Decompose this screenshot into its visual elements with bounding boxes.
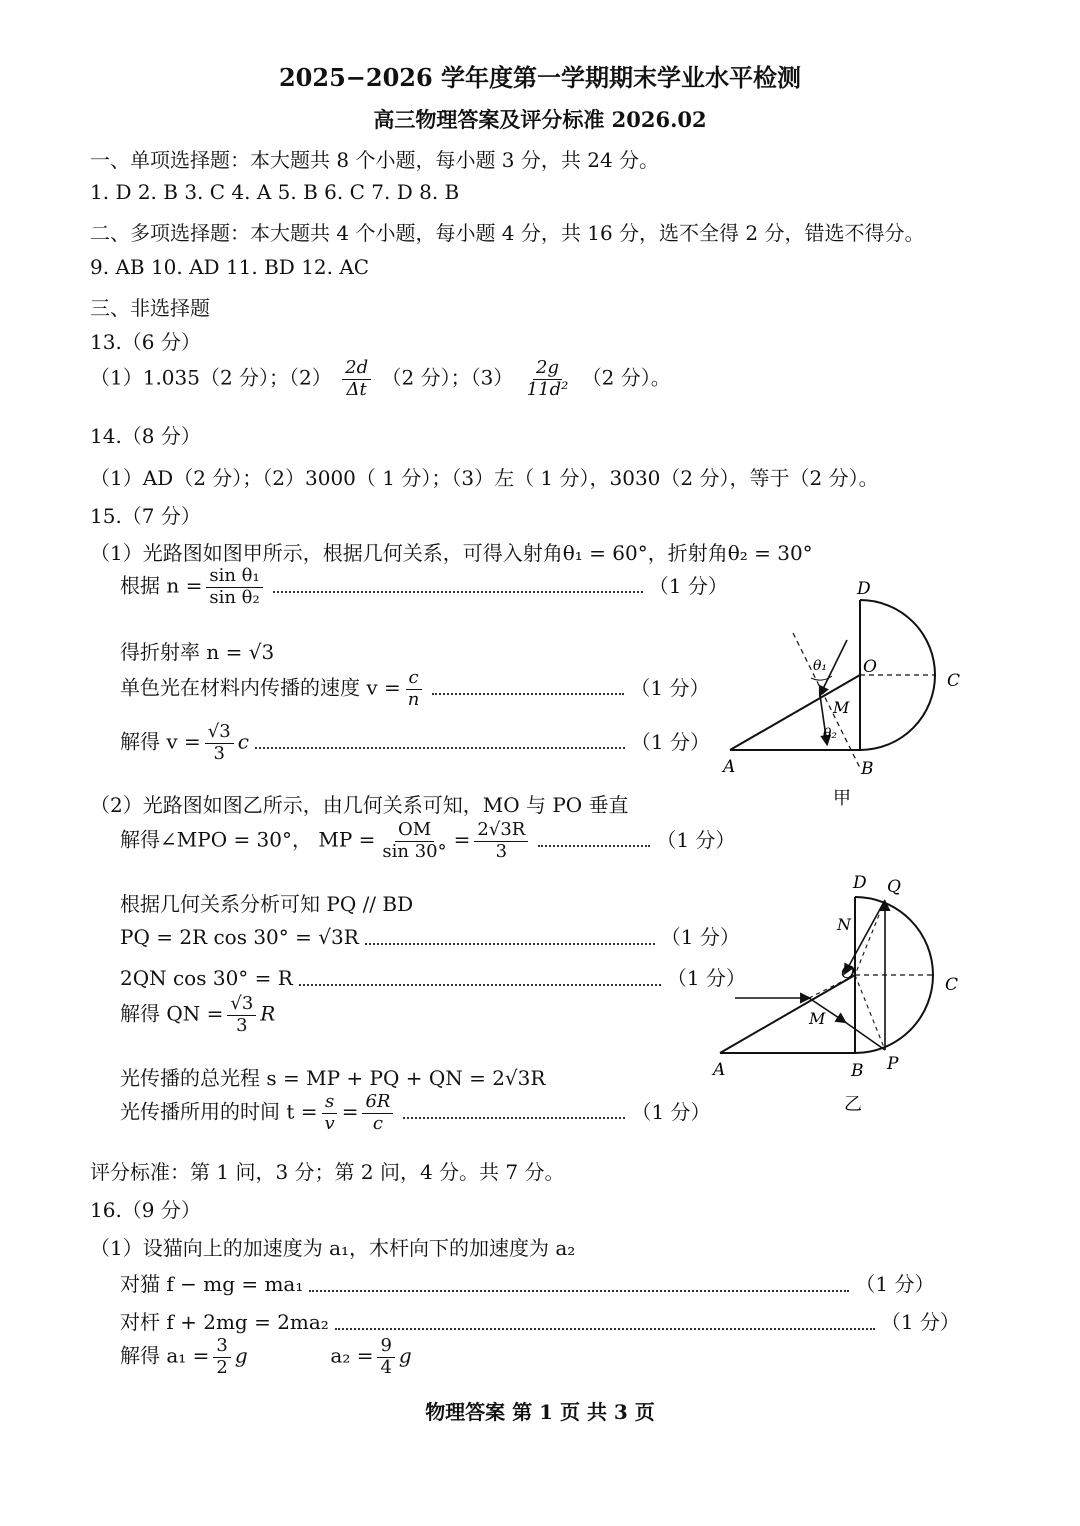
q13-text-2: （2 分）；（3） [381, 365, 514, 390]
leader-dots [273, 581, 643, 593]
q13-f2-num: 2g [533, 358, 562, 380]
score-label: （1 分） [630, 729, 710, 754]
label-q: Q [887, 877, 901, 897]
figure-jia-diagram [715, 578, 975, 810]
document-title: 2025−2026 学年度第一学期期末学业水平检测 [278, 63, 802, 92]
q16-l4b-num: 9 [377, 1336, 394, 1358]
q16-l4b-text: a₂ = [330, 1343, 374, 1368]
label-m: M [833, 698, 850, 717]
q15-l5-num: √3 [205, 722, 234, 744]
label-o: O [841, 963, 855, 983]
q15-l5-fraction [205, 722, 234, 764]
q15-l7-fraction-1 [379, 820, 449, 862]
q16-l4-num: 3 [213, 1336, 230, 1358]
q15-l7-den: sin 30° [382, 840, 447, 862]
document-subtitle: 高三物理答案及评分标准 2026.02 [373, 107, 707, 132]
leader-dots [255, 737, 625, 749]
score-label: （1 分） [631, 1099, 711, 1124]
label-o: O [863, 657, 877, 677]
figure-jia-caption: 甲 [833, 788, 851, 809]
figure-yi-diagram [705, 870, 975, 1120]
leader-dots [299, 974, 661, 986]
q15-l7-text: 解得∠MPO = 30°， MP = [120, 827, 376, 852]
q15-l13-den2: c [372, 1112, 383, 1134]
label-c: C [945, 975, 959, 995]
leader-dots [403, 1107, 625, 1119]
q15-line-1: （1）光路图如图甲所示，根据几何关系，可得入射角θ₁ = 60°，折射角θ₂ = 30° [90, 541, 813, 565]
q15-l4-num: c [406, 668, 422, 690]
label-a: A [723, 757, 736, 777]
q13-f2-den: 11d² [526, 378, 569, 400]
q15-l13-num2: 6R [362, 1092, 393, 1114]
q15-l13-den: v [324, 1112, 335, 1134]
q15-line-9 [120, 921, 740, 950]
score-label: （1 分） [630, 675, 710, 700]
q15-l13-equals: = [341, 1099, 359, 1124]
label-b: B [861, 759, 874, 779]
q16-line-4 [120, 1336, 412, 1378]
q16-l3-text: 对杆 f + 2mg = 2ma₂ [120, 1310, 329, 1334]
q13-f1-num: 2d [342, 358, 371, 380]
q15-l11-text: 解得 QN = [120, 1001, 224, 1026]
q16-l4-den: 2 [216, 1356, 228, 1378]
score-label: （1 分） [656, 827, 736, 852]
q15-l7-equals: = [453, 827, 471, 852]
score-label: （1 分） [666, 966, 746, 990]
q15-l4-den: n [407, 688, 420, 710]
q16-l4b-den: 4 [380, 1356, 392, 1378]
q15-l13-fraction-2 [362, 1092, 393, 1134]
q16-l4b-post: g [398, 1343, 412, 1368]
label-d: D [857, 579, 871, 599]
q16-l2-text: 对猫 f − mg = ma₁ [120, 1272, 304, 1296]
q16-line-3 [120, 1306, 960, 1335]
q13-text-1: （1）1.035（2 分）；（2） [90, 365, 332, 390]
leader-dots [365, 933, 655, 945]
q15-l13-text: 光传播所用的时间 t = [120, 1099, 318, 1124]
label-d: D [853, 873, 867, 893]
q15-l11-den: 3 [236, 1014, 248, 1036]
label-b: B [851, 1061, 864, 1081]
label-a: A [713, 1060, 726, 1080]
page-footer: 物理答案 第 1 页 共 3 页 [425, 1400, 655, 1424]
q13-fraction-1 [342, 358, 371, 400]
section1-heading: 一、单项选择题：本大题共 8 个小题，每小题 3 分，共 24 分。 [90, 148, 660, 172]
score-label: （1 分） [880, 1310, 960, 1334]
q15-l11-fraction [227, 994, 256, 1036]
leader-dots [538, 835, 650, 847]
q16-l4-text: 解得 a₁ = [120, 1343, 210, 1368]
q15-l10-text: 2QN cos 30° = R [120, 966, 293, 990]
q15-l7-num: OM [395, 820, 434, 842]
section2-answers: 9. AB 10. AD 11. BD 12. AC [90, 255, 370, 279]
q15-l2-fraction [206, 566, 262, 608]
score-label: （1 分） [648, 573, 728, 598]
score-label: （1 分） [855, 1272, 935, 1296]
q15-l9-text: PQ = 2R cos 30° = √3R [120, 925, 359, 949]
q15-l7-den2: 3 [495, 840, 508, 862]
q15-line-7 [120, 820, 735, 862]
q15-l2-den: sin θ₂ [209, 586, 260, 608]
q16-l4-fraction [213, 1336, 230, 1378]
leader-dots [335, 1318, 875, 1330]
label-m: M [809, 1009, 826, 1028]
q13-f1-den: Δt [346, 378, 367, 400]
q15-l4-text: 单色光在材料内传播的速度 v = [120, 675, 401, 700]
label-c: C [947, 671, 961, 691]
q15-line-12: 光传播的总光程 s = MP + PQ + QN = 2√3R [120, 1066, 546, 1090]
q15-criteria: 评分标准：第 1 问，3 分；第 2 问，4 分。共 7 分。 [90, 1160, 565, 1184]
section2-heading: 二、多项选择题：本大题共 4 个小题，每小题 4 分，共 16 分，选不全得 2 分，错选不得分。 [90, 221, 925, 245]
q15-l2-text: 根据 n = [120, 573, 203, 598]
label-n: N [837, 915, 851, 934]
q15-l13-fraction-1 [322, 1092, 338, 1134]
label-theta2: θ₂ [823, 726, 838, 742]
q16-label: 16.（9 分） [90, 1198, 201, 1222]
q15-l5-post: c [237, 729, 249, 754]
q15-l5-den: 3 [213, 742, 225, 764]
section3-heading: 三、非选择题 [90, 296, 210, 320]
label-p: P [887, 1054, 899, 1074]
q15-line-11 [120, 994, 275, 1036]
q15-line-2 [120, 566, 728, 608]
line-qo [855, 900, 885, 975]
q16-line-2 [120, 1268, 934, 1297]
q15-l7-num2: 2√3R [474, 820, 528, 842]
q15-line-13 [120, 1092, 711, 1134]
q15-line-6: （2）光路图如图乙所示，由几何关系可知，MO 与 PO 垂直 [90, 793, 629, 817]
section1-answers: 1. D 2. B 3. C 4. A 5. B 6. C 7. D 8. B [90, 180, 460, 204]
leader-dots [309, 1280, 849, 1292]
q15-l7-fraction-2 [474, 820, 528, 862]
q15-line-3: 得折射率 n = √3 [120, 640, 275, 664]
q13-fraction-2 [524, 358, 572, 400]
q15-l4-fraction [405, 668, 423, 710]
leader-dots [432, 683, 624, 695]
q14-label: 14.（8 分） [90, 424, 201, 448]
q15-l2-num: sin θ₁ [206, 566, 262, 588]
q15-label: 15.（7 分） [90, 504, 201, 528]
q13-answer [90, 358, 671, 400]
score-label: （1 分） [660, 925, 740, 949]
hypotenuse-ao [720, 975, 855, 1053]
figure-yi-caption: 乙 [844, 1094, 862, 1115]
q16-line-1: （1）设猫向上的加速度为 a₁，木杆向下的加速度为 a₂ [90, 1236, 576, 1260]
q14-answer: （1）AD（2 分）；（2）3000（ 1 分）；（3）左（ 1 分），3030（2 分），等于（2 分）。 [90, 466, 879, 490]
q16-l4-post: g [234, 1343, 248, 1368]
normal-line [793, 633, 860, 768]
q15-line-4 [120, 668, 709, 710]
q13-text-3: （2 分）。 [581, 365, 671, 390]
q15-l13-num: s [322, 1092, 337, 1114]
q15-l11-num: √3 [227, 994, 256, 1016]
q16-l4b-fraction [377, 1336, 394, 1378]
q15-l11-post: R [260, 1001, 276, 1026]
q15-line-5 [120, 722, 710, 764]
q15-line-10 [120, 962, 746, 991]
q13-label: 13.（6 分） [90, 330, 201, 354]
q15-line-8: 根据几何关系分析可知 PQ // BD [120, 892, 414, 916]
q15-l5-text: 解得 v = [120, 729, 201, 754]
label-theta1: θ₁ [813, 658, 828, 674]
